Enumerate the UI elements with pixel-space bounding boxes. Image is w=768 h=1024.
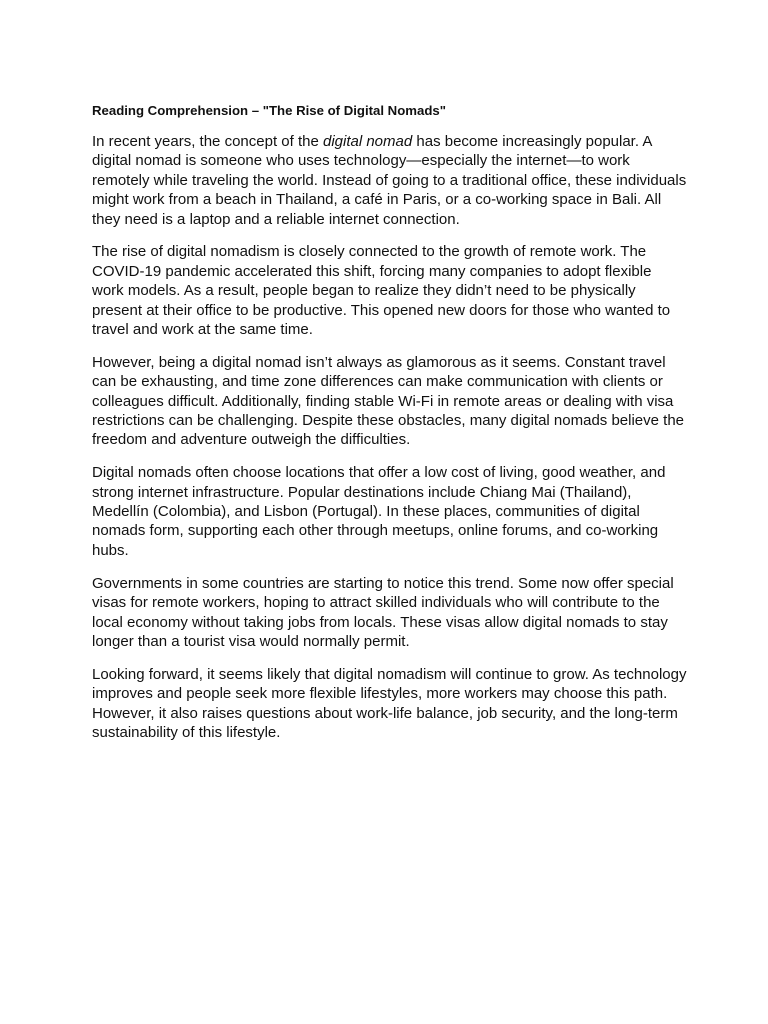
paragraph-4: Digital nomads often choose locations that offer a low cost of living, good weather, and strong internet infrastructure. Popular destinations include Chiang Mai (Thailand), Medellín (Colombia), and Lisbon (Portugal). In these places, communities of digital nomads form, supporting each other through meetups, online forums, and co-working hubs. [92, 464, 666, 559]
document-title: Reading Comprehension – "The Rise of Digital Nomads" [92, 103, 446, 118]
paragraph-3: However, being a digital nomad isn’t always as glamorous as it seems. Constant travel can be exhausting, and time zone differences can make communication with clients or colleagues difficult. Additionally, finding stable Wi-Fi in remote areas or dealing with visa restrictions can be challenging. Despite these obstacles, many digital nomads believe the freedom and adventure outweigh the difficulties. [92, 353, 685, 449]
paragraph-5: Governments in some countries are starting to notice this trend. Some now offer special visas for remote workers, hoping to attract skilled individuals who will contribute to the local economy without taking jobs from locals. These visas allow digital nomads to stay longer than a tourist visa would normally permit. [92, 574, 674, 650]
paragraph-1-intro: In recent years, the concept of the [92, 133, 323, 150]
document-page [92, 101, 687, 756]
paragraph-1 [92, 132, 687, 229]
paragraph-1-emphasis: digital nomad [322, 133, 413, 150]
paragraph-1-rest: has become increasingly popular. A digital nomad is someone who uses technology—especially the internet—to work remotely while traveling the world. Instead of going to a traditional office, these individuals might work from a beach in Thailand, a café in Paris, or a co-working space in Bali. All they need is a laptop and a reliable internet connection. [92, 133, 687, 228]
paragraph-2: The rise of digital nomadism is closely connected to the growth of remote work. The COVID-19 pandemic accelerated this shift, forcing many companies to adopt flexible work models. As a result, people began to realize they didn’t need to be physically present at their office to be productive. This opened new doors for those who wanted to travel and work at the same time. [92, 243, 671, 339]
paragraph-6: Looking forward, it seems likely that digital nomadism will continue to grow. As technology improves and people seek more flexible lifestyles, more workers may choose this path. However, it also raises questions about work-life balance, job security, and the long-term sustainability of this lifestyle. [92, 665, 687, 741]
